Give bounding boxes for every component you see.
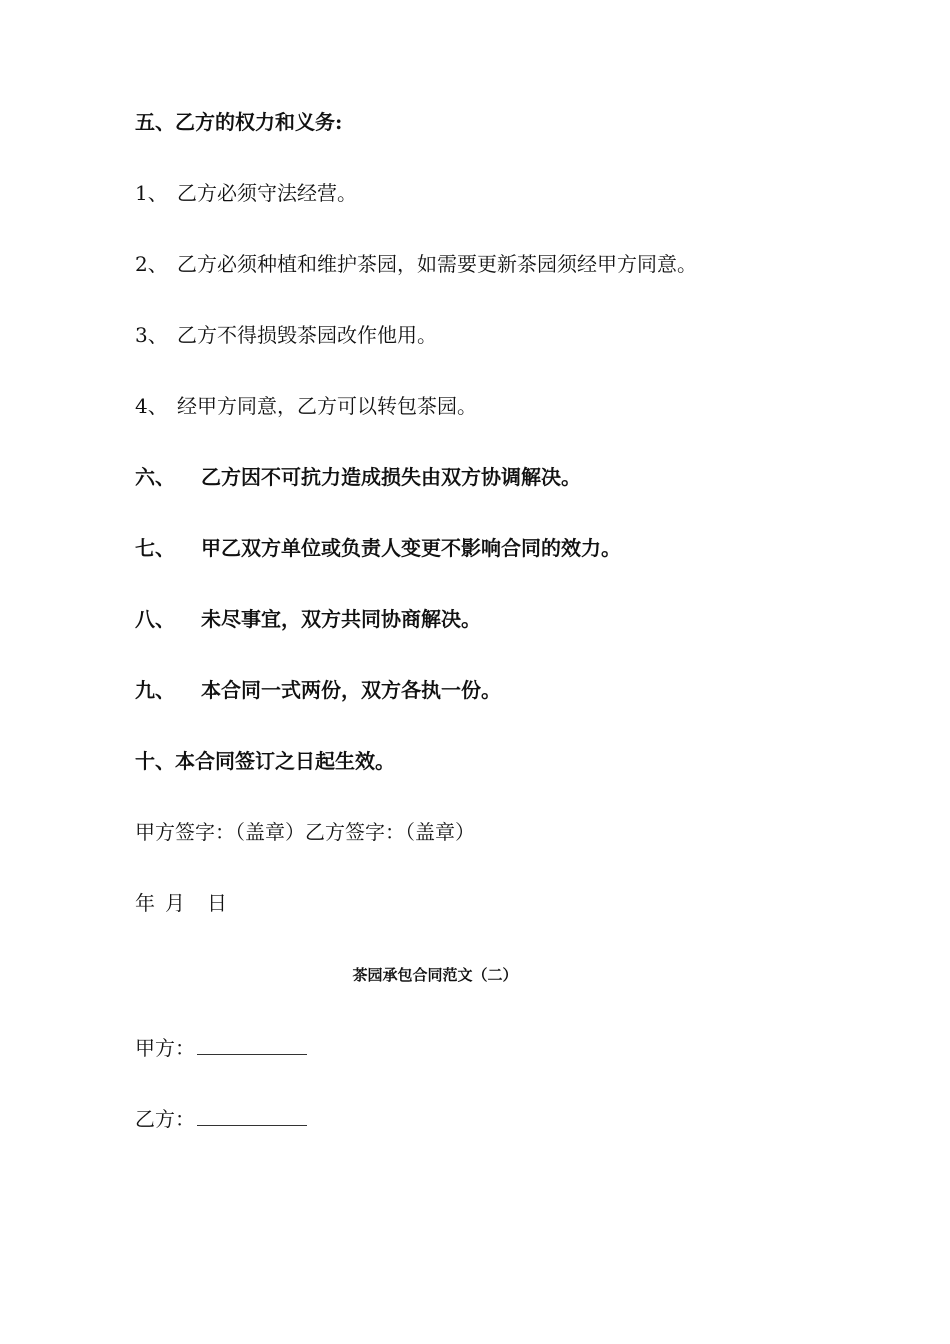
clause [135, 605, 481, 633]
list-item [135, 250, 697, 278]
date-line [135, 889, 227, 917]
list-item [135, 179, 357, 207]
item-text: 乙方必须种植和维护茶园，如需要更新茶园须经甲方同意。 [177, 252, 697, 276]
signature-line: 甲方签字：（盖章）乙方签字：（盖章） [135, 820, 475, 844]
clause-text: 未尽事宜，双方共同协商解决。 [201, 607, 481, 631]
clause [135, 463, 581, 491]
date-month: 月 [165, 891, 185, 915]
party-b-line [135, 1105, 307, 1133]
party-b-label: 乙方： [135, 1107, 195, 1131]
date-day: 日 [207, 891, 227, 915]
item-text: 经甲方同意，乙方可以转包茶园。 [177, 394, 477, 418]
clause-text: 甲乙双方单位或负责人变更不影响合同的效力。 [201, 536, 621, 560]
item-number: 2、 [135, 252, 168, 276]
document-title: 茶园承包合同范文（二） [352, 966, 518, 984]
item-text: 乙方必须守法经营。 [177, 181, 357, 205]
clause-number: 九、 [135, 678, 175, 702]
item-text: 乙方不得损毁茶园改作他用。 [177, 323, 437, 347]
list-item [135, 392, 477, 420]
item-number: 4、 [135, 394, 168, 418]
clause-text: 本合同一式两份，双方各执一份。 [201, 678, 501, 702]
clause-number: 六、 [135, 465, 175, 489]
clause [135, 534, 621, 562]
date-year: 年 [135, 891, 155, 915]
item-number: 3、 [135, 323, 168, 347]
item-number: 1、 [135, 181, 168, 205]
party-a-label: 甲方： [135, 1036, 195, 1060]
clause-text: 乙方因不可抗力造成损失由双方协调解决。 [201, 465, 581, 489]
party-b-blank [197, 1107, 307, 1126]
clause-number: 八、 [135, 607, 175, 631]
party-a-line [135, 1034, 307, 1062]
clause [135, 676, 501, 704]
section-heading: 五、乙方的权力和义务: [135, 110, 343, 134]
list-item [135, 321, 437, 349]
party-a-blank [197, 1036, 307, 1055]
clause-number: 七、 [135, 536, 175, 560]
clause-ten: 十、本合同签订之日起生效。 [135, 749, 395, 773]
